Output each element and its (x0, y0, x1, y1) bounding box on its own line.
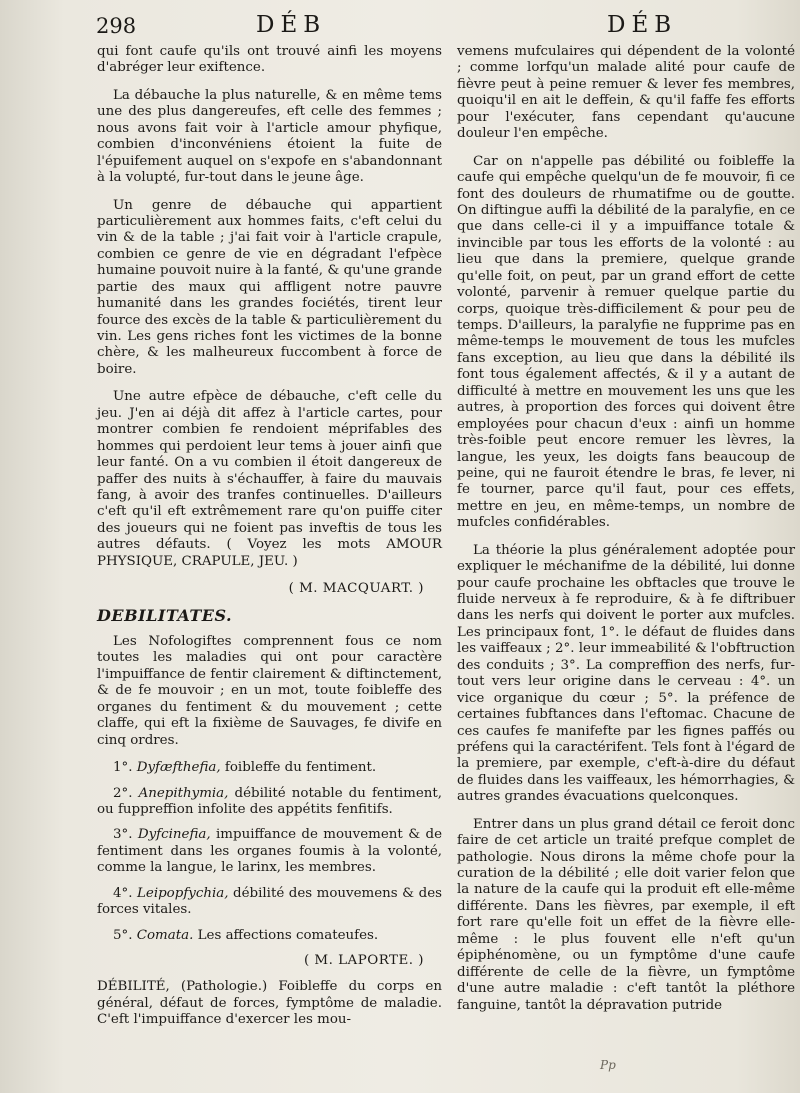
running-head (0, 8, 800, 42)
order-term: Leipopfychia, (137, 885, 229, 901)
order-item (97, 760, 442, 776)
signature-laporte: ( M. LAPORTE. ) (303, 953, 424, 968)
paragraph-debauche-naturelle: La débauche la plus naturelle, & en même tems une des plus dangereufes, eft celle des femmes ; nous avons fait voir à l'article amour phyfique, combien d'inconvéniens étoient la fuite de l'épuifement auquel on s'expofe en s'abandonnant à la volupté, fur-tout dans le jeune âge. (97, 87, 442, 186)
paragraph-theorie: La théorie la plus généralement adoptée pour expliquer le méchanifme de la débilité, lui donne pour caufe prochaine les obftacles que trouve le fluide nerveux à fe reproduire, & à fe diftribuer dans les nerfs qui doivent le porter aux mufcles. Les principaux font, 1°. le défaut de fluides dans les vaiffeaux ; 2°. leur immeabilité & l'obftruction des conduits ; 3°. La compreffion des nerfs, fur-tout vers leur origine dans le cerveau : 4°. un vice organique du cœur ; 5°. la préfence de certaines fubftances dans l'eftomac. Chacune de ces caufes fe manifefte par les fignes paffés ou préfens qui la caractérifent. Tels font à l'égard de la premiere, par exemple, c'eft-à-dire du défaut de fluides dans les vaiffeaux, les hémorrhagies, & autres grandes évacuations quelconques. (457, 542, 795, 805)
order-item (97, 827, 442, 876)
order-item (97, 928, 442, 944)
orders-list (97, 760, 442, 944)
running-head-right: DÉB (607, 12, 678, 38)
order-item (97, 786, 442, 819)
order-number: 1°. (113, 760, 133, 776)
order-description: Les affections comateufes. (193, 927, 379, 943)
order-term: Dyfcinefia, (137, 827, 211, 843)
paragraph-nosologistes: Les Nofologiftes comprennent fous ce nom toutes les maladies qui ont pour caractère l'impuiffance de fentir clairement & diftinctement, & de fe mouvoir ; en un mot, toute foibleffe des organes du fentiment & du mouvement ; cette claffe, qui eft la fixième de Sauvages, fe divife en cinq ordres. (97, 634, 442, 748)
order-term: Dyfæfthefia, (136, 760, 221, 776)
paragraph-jeu: Une autre efpèce de débauche, c'eft celle du jeu. J'en ai déjà dit affez à l'article cartes, pour montrer combien fe rendoient méprifables des hommes qui perdoient leur tems à jouer ainfi que leur fanté. On a vu combien il étoit dangereux de paffer des nuits à s'échauffer, à faire du mauvais fang, à avoir des tranfes continuelles. D'ailleurs c'eft qu'il eft extrêmement rare qu'on puiffe citer des joueurs qui ne foient pas inveftis de tous les autres défauts. ( Voyez les mots AMOUR PHYSIQUE, CRAPULE, JEU. ) (97, 389, 442, 569)
paragraph-vin-table: Un genre de débauche qui appartient particulièrement aux hommes faits, c'eft celui du vin & de la table ; j'ai fait voir à l'article crapule, combien ce genre de vie en dégradant l'efpèce humaine pouvoit nuire à la fanté, & qu'une grande partie des maux qui affligent notre pauvre humanité dans les grandes fociétés, tirent leur fource des excès de la table & particulièrement du vin. Les gens riches font les victimes de la bonne chère, & les malheureux fuccombent à force de boire. (97, 197, 442, 377)
order-number: 4°. (113, 885, 133, 901)
order-description: impuiffance de mouvement & de fentiment dans les organes foumis à la volonté, comme la langue, le larinx, les membres. (97, 827, 442, 876)
order-description: débilité des mouvemens & des forces vitales. (97, 885, 442, 918)
order-number: 3°. (113, 827, 133, 843)
paragraph-detail: Entrer dans un plus grand détail ce feroit donc faire de cet article un traité prefque complet de pathologie. Nous dirons la même chofe pour la curation de la débilité ; elle doit varier felon que la nature de la caufe qui la produit eft elle-même différente. Dans les fièvres, par exemple, il eft fort rare qu'elle foit un effet de la fièvre elle-même : le plus fouvent elle n'eft qu'un épiphénomène, ou un fymptôme d'une caufe différente de celle de la fièvre, un fymptôme d'une autre maladie : c'eft tantôt la pléthore fanguine, tantôt la dépravation putride (457, 816, 795, 1013)
heading-debilitates: DEBILITATES. (97, 605, 233, 625)
order-number: 2°. (113, 785, 133, 801)
order-description: débilité notable du fentiment, ou fuppreffion infolite des appétits fenfitifs. (97, 785, 443, 817)
paragraph-continuation-right: vemens mufculaires qui dépendent de la volonté ; comme lorfqu'un malade alité pour caufe de fièvre peut à peine remuer & lever fes membres, quoiqu'il en ait le deffein, & qu'il faffe fes efforts pour l'exécuter, fans cependant qu'aucune douleur l'en empêche. (457, 44, 795, 142)
entry-debilite: DÉBILITÉ, (Pathologie.) Foibleffe du corps en général, défaut de forces, fymptôme de maladie. C'eft l'impuiffance d'exercer les mou- (97, 979, 442, 1028)
right-column (457, 44, 795, 1025)
order-number: 5°. (113, 927, 133, 943)
order-description: foibleffe du fentiment. (220, 760, 377, 776)
signature-mark: Pp (600, 1058, 616, 1072)
order-item (97, 886, 442, 919)
paragraph-rhumatisme: Car on n'appelle pas débilité ou foibleffe la caufe qui empêche quelqu'un de fe mouvoir, fi ce font des douleurs de rhumatifme ou de goutte. On diftingue auffi la débilité de la paralyfie, en ce que dans celle-ci il y a impuiffance totale & invincible par tous les efforts de la volonté : au lieu que dans la premiere, quelque grande qu'elle foit, on peut, par un grand effort de cette volonté, parvenir à remuer quelque partie du corps, quoique très-difficilement & pour peu de temps. D'ailleurs, la paralyfie ne fupprime pas en même-temps le mouvement de tous les mufcles fans exception, au lieu que dans la débilité ils font tous également affectés, & il y a autant de difficulté à mettre en mouvement les uns que les autres, à proportion des forces qui doivent être employées pour chacun d'eux : ainfi un homme très-foible peut encore remuer les lèvres, la langue, les yeux, les doigts fans beaucoup de peine, qui ne fauroit étendre le bras, fe lever, ni fe tourner, parce qu'il faut, pour ces effets, mettre en jeu, en même-temps, un nombre de mufcles confidérables. (457, 153, 795, 531)
signature-macquart: ( M. MACQUART. ) (288, 581, 424, 597)
page-number: 298 (96, 14, 137, 38)
order-term: Anepithymia, (138, 785, 229, 801)
left-column (97, 44, 442, 1040)
running-head-left: DÉB (256, 12, 327, 38)
paragraph-continuation: qui font caufe qu'ils ont trouvé ainfi les moyens d'abréger leur exiftence. (97, 44, 442, 76)
order-term: Comata. (136, 927, 194, 943)
